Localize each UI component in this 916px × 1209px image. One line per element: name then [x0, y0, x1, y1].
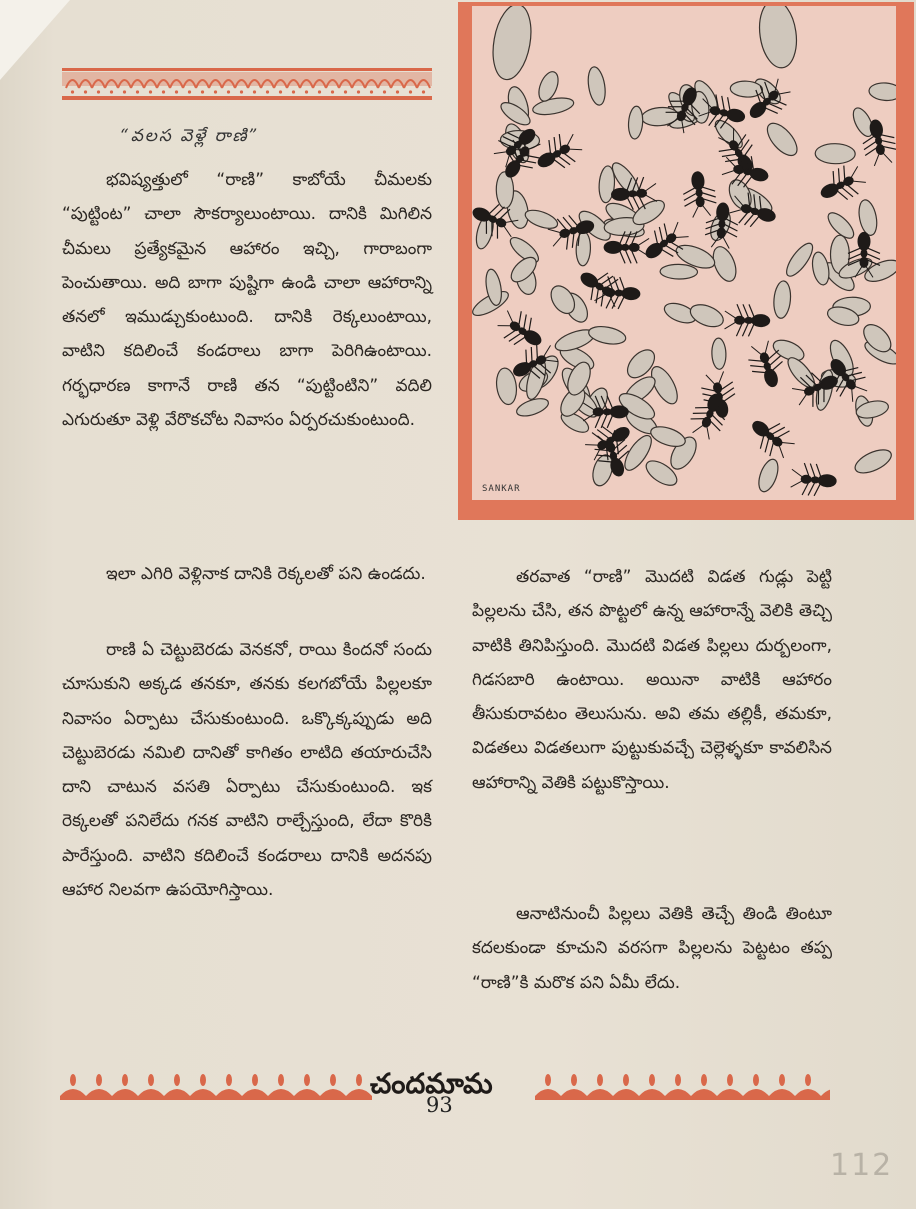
artist-signature: SANKAR [482, 484, 521, 494]
article-title: “వలస వెళ్లే రాణి” [120, 126, 260, 146]
left-column-paragraph-3 [62, 633, 432, 907]
pencil-page-mark: 112 [830, 1148, 894, 1183]
paragraph: తరవాత “రాణి” మొదటి విడత గుడ్లు పెట్టి పిల్లలను చేసి, తన పొట్టలో ఉన్న ఆహారాన్నే వెలికి తెచ్చి వాటికి తినిపిస్తుంది. మొదటి విడత పిల్లలు దుర్బలంగా, గిడసబారి ఉంటాయి. అయినా వాటికి ఆహారం తీసుకురావటం తెలుసును. అవి తమ తల్లికీ, తమకూ, విడతలు విడతలుగా పుట్టుకువచ్చే చెల్లెళ్ళకూ కావలిసిన ఆహారాన్ని వెతికి పట్టుకొస్తాయి. [472, 567, 832, 793]
paragraph: ఆనాటినుంచీ పిల్లలు వెతికి తెచ్చే తిండి తింటూ కదలకుండా కూచుని వరసగా పిల్లలను పెట్టటం తప్ప “రాణి”కి మరొక పని ఏమీ లేదు. [472, 904, 832, 993]
page-corner [0, 0, 70, 80]
paragraph: భవిష్యత్తులో “రాణి” కాబోయే చీమలకు “పుట్టింట” చాలా సౌకర్యాలుంటాయి. దానికి మిగిలిన చీమలు ప్రత్యేకమైన ఆహారం ఇచ్చి, గారాబంగా పెంచుతాయి. అది బాగా పుష్టిగా ఉండి చాలా ఆహారాన్ని తనలో ఇముడ్చుకుంటుంది. దానికి రెక్కలుంటాయి, వాటిని కదిలించే కండరాలు బాగా పెరిగిఉంటాయి. గర్భధారణ కాగానే రాణి తన “పుట్టింటిని” వదిలి ఎగురుతూ వెళ్లి వేరొకచోట నివాసం ఏర్పరచుకుంటుంది. [62, 170, 432, 431]
ant-illustration [472, 6, 896, 500]
page-number: 93 [426, 1093, 453, 1117]
ants-and-eggs-drawing [472, 6, 896, 500]
left-column-paragraph-2 [62, 557, 432, 591]
paragraph: ఇలా ఎగిరి వెళ్లినాక దానికి రెక్కలతో పని ఉండదు. [106, 564, 426, 584]
right-column-paragraph-1 [472, 560, 832, 800]
right-column-paragraph-2 [472, 897, 832, 1000]
paragraph: రాణి ఏ చెట్టుబెరడు వెనకనో, రాయి కిందనో సందు చూసుకుని అక్కడ తనకూ, తనకు కలగబోయే పిల్లలకూ నివాసం ఏర్పాటు చేసుకుంటుంది. ఒక్కొక్కప్పుడు అది చెట్టుబెరడు నమిలి దానితో కాగితం లాటిది తయారుచేసి దాని చాటున వసతి ఏర్పాటు చేసుకుంటుంది. ఇక రెక్కలతో పనిలేదు గనక వాటిని రాల్చేస్తుంది, లేదా కొరికి పారేస్తుంది. వాటిని కదిలించే కండరాలు దానికి అదనపు ఆహార నిలవగా ఉపయోగిస్తాయి. [62, 640, 432, 901]
ant-illustration-frame [458, 2, 914, 520]
left-column-paragraph-1 [62, 163, 432, 437]
decorative-top-border [62, 66, 432, 106]
magazine-name: చందమామ [370, 1067, 493, 1100]
